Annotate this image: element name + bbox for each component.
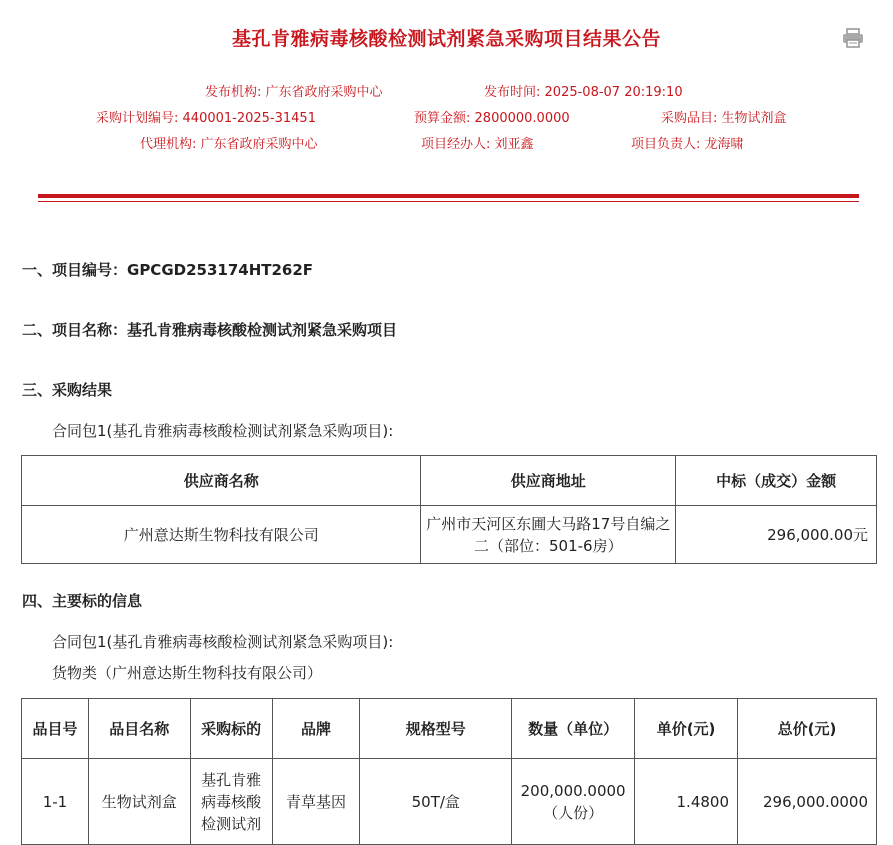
header-divider-thin	[38, 201, 859, 202]
supplier-name-cell: 广州意达斯生物科技有限公司	[22, 506, 421, 564]
subject-cell: 基孔肯雅病毒核酸检测试剂	[190, 759, 272, 845]
plan-no-meta	[96, 107, 316, 126]
col-spec: 规格型号	[360, 699, 512, 759]
col-subject: 采购标的	[190, 699, 272, 759]
agency-label: 代理机构:	[140, 137, 197, 152]
manager-value: 龙海啸	[704, 137, 744, 152]
category-value: 生物试剂盒	[721, 111, 787, 126]
unit-price-cell: 1.4800	[635, 759, 738, 845]
publish-time-meta	[484, 81, 683, 100]
plan-no-label: 采购计划编号:	[96, 111, 179, 126]
col-total-price: 总价(元)	[738, 699, 877, 759]
col-quantity: 数量（单位）	[512, 699, 635, 759]
item-name-cell: 生物试剂盒	[88, 759, 190, 845]
table-row	[22, 759, 877, 845]
table-header-row	[22, 699, 877, 759]
col-item-no: 品目号	[22, 699, 89, 759]
section-project-number: 一、项目编号：GPCGD253174HT262F	[22, 261, 314, 279]
col-item-name: 品目名称	[88, 699, 190, 759]
plan-no-value: 440001-2025-31451	[182, 111, 316, 126]
brand-cell: 青草基因	[272, 759, 360, 845]
award-amount-cell: 296,000.00元	[676, 506, 877, 564]
table-header-row	[22, 456, 877, 506]
item-table	[21, 698, 877, 845]
printer-icon[interactable]	[842, 28, 864, 48]
spec-cell: 50T/盒	[360, 759, 512, 845]
handler-meta	[421, 133, 534, 152]
item-no-cell: 1-1	[22, 759, 89, 845]
category-meta	[661, 107, 787, 126]
col-award-amount: 中标（成交）金额	[676, 456, 877, 506]
handler-label: 项目经办人:	[421, 137, 491, 152]
total-price-cell: 296,000.0000	[738, 759, 877, 845]
publish-time-value: 2025-08-07 20:19:10	[544, 85, 683, 100]
section-procurement-result: 三、采购结果	[22, 381, 113, 399]
manager-label: 项目负责人:	[631, 137, 701, 152]
page-title: 基孔肯雅病毒核酸检测试剂紧急采购项目结果公告	[231, 28, 661, 50]
budget-meta	[414, 107, 570, 126]
budget-label: 预算金额:	[414, 111, 471, 126]
category-label: 采购品目:	[661, 111, 718, 126]
publisher-meta	[205, 81, 383, 100]
supplier-address-cell: 广州市天河区东圃大马路17号自编之二（部位：501-6房）	[421, 506, 676, 564]
manager-meta	[631, 133, 744, 152]
agency-meta	[140, 133, 318, 152]
table-row	[22, 506, 877, 564]
budget-value: 2800000.0000	[474, 111, 570, 126]
col-brand: 品牌	[272, 699, 360, 759]
item-package-caption: 合同包1(基孔肯雅病毒核酸检测试剂紧急采购项目):	[52, 633, 394, 651]
quantity-cell: 200,000.0000（人份）	[512, 759, 635, 845]
col-supplier-name: 供应商名称	[22, 456, 421, 506]
publisher-label: 发布机构:	[205, 85, 262, 100]
handler-value: 刘亚鑫	[494, 137, 534, 152]
section-project-name: 二、项目名称：基孔肯雅病毒核酸检测试剂紧急采购项目	[22, 321, 398, 339]
col-unit-price: 单价(元)	[635, 699, 738, 759]
header-divider-thick	[38, 194, 859, 198]
publish-time-label: 发布时间:	[484, 85, 541, 100]
item-goods-caption: 货物类（广州意达斯生物科技有限公司）	[52, 664, 323, 682]
col-supplier-address: 供应商地址	[421, 456, 676, 506]
result-table	[21, 455, 877, 564]
section-main-subject: 四、主要标的信息	[22, 592, 143, 610]
publisher-value: 广东省政府采购中心	[265, 85, 383, 100]
result-package-caption: 合同包1(基孔肯雅病毒核酸检测试剂紧急采购项目):	[52, 422, 394, 440]
agency-value: 广东省政府采购中心	[200, 137, 318, 152]
